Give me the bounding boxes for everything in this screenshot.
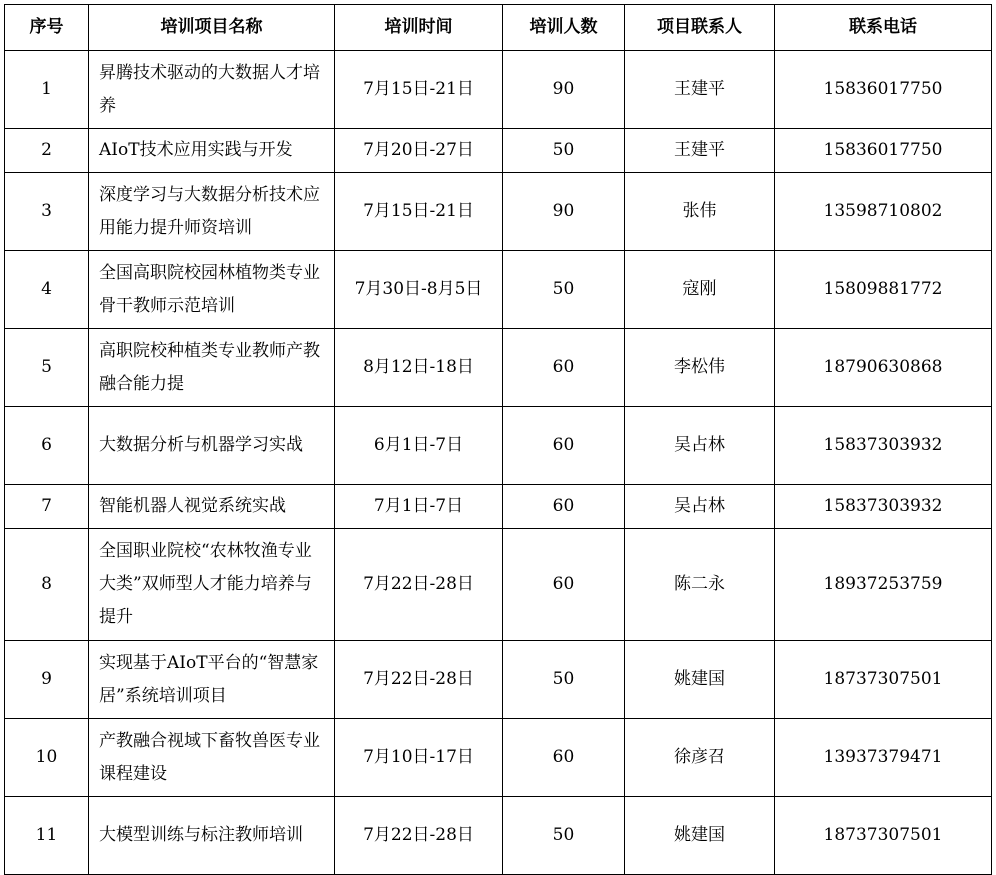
cell-count: 60 bbox=[503, 485, 625, 529]
cell-count: 50 bbox=[503, 251, 625, 329]
table-row bbox=[5, 641, 992, 719]
cell-no: 8 bbox=[5, 529, 89, 641]
table-header bbox=[5, 5, 992, 51]
cell-name: 大数据分析与机器学习实战 bbox=[89, 407, 335, 485]
cell-contact: 张伟 bbox=[625, 173, 775, 251]
cell-count: 50 bbox=[503, 641, 625, 719]
cell-name: 智能机器人视觉系统实战 bbox=[89, 485, 335, 529]
table-body bbox=[5, 51, 992, 875]
training-projects-table bbox=[4, 4, 992, 875]
cell-phone: 15809881772 bbox=[775, 251, 992, 329]
cell-no: 4 bbox=[5, 251, 89, 329]
cell-contact: 姚建国 bbox=[625, 641, 775, 719]
cell-time: 7月30日-8月5日 bbox=[335, 251, 503, 329]
cell-name: 昇腾技术驱动的大数据人才培养 bbox=[89, 51, 335, 129]
cell-name: 深度学习与大数据分析技术应用能力提升师资培训 bbox=[89, 173, 335, 251]
table-row bbox=[5, 129, 992, 173]
table-row bbox=[5, 719, 992, 797]
cell-count: 60 bbox=[503, 529, 625, 641]
header-phone: 联系电话 bbox=[775, 5, 992, 51]
cell-time: 8月12日-18日 bbox=[335, 329, 503, 407]
cell-contact: 李松伟 bbox=[625, 329, 775, 407]
cell-no: 10 bbox=[5, 719, 89, 797]
header-row bbox=[5, 5, 992, 51]
cell-contact: 王建平 bbox=[625, 129, 775, 173]
cell-no: 5 bbox=[5, 329, 89, 407]
table-row bbox=[5, 407, 992, 485]
cell-count: 60 bbox=[503, 329, 625, 407]
cell-contact: 王建平 bbox=[625, 51, 775, 129]
cell-no: 7 bbox=[5, 485, 89, 529]
cell-phone: 18737307501 bbox=[775, 797, 992, 875]
table-row bbox=[5, 529, 992, 641]
cell-name: 全国高职院校园林植物类专业骨干教师示范培训 bbox=[89, 251, 335, 329]
table-row bbox=[5, 329, 992, 407]
cell-phone: 15836017750 bbox=[775, 51, 992, 129]
cell-contact: 吴占林 bbox=[625, 485, 775, 529]
header-name: 培训项目名称 bbox=[89, 5, 335, 51]
cell-time: 7月10日-17日 bbox=[335, 719, 503, 797]
cell-count: 50 bbox=[503, 797, 625, 875]
cell-count: 60 bbox=[503, 719, 625, 797]
cell-time: 7月1日-7日 bbox=[335, 485, 503, 529]
cell-no: 6 bbox=[5, 407, 89, 485]
cell-phone: 18737307501 bbox=[775, 641, 992, 719]
cell-time: 7月15日-21日 bbox=[335, 173, 503, 251]
table-row bbox=[5, 51, 992, 129]
cell-time: 7月22日-28日 bbox=[335, 797, 503, 875]
cell-time: 7月22日-28日 bbox=[335, 529, 503, 641]
header-no: 序号 bbox=[5, 5, 89, 51]
cell-name: 全国职业院校“农林牧渔专业大类”双师型人才能力培养与提升 bbox=[89, 529, 335, 641]
cell-phone: 15837303932 bbox=[775, 407, 992, 485]
cell-time: 7月15日-21日 bbox=[335, 51, 503, 129]
table-row bbox=[5, 173, 992, 251]
cell-contact: 寇刚 bbox=[625, 251, 775, 329]
cell-phone: 13598710802 bbox=[775, 173, 992, 251]
header-count: 培训人数 bbox=[503, 5, 625, 51]
cell-no: 9 bbox=[5, 641, 89, 719]
table-row bbox=[5, 251, 992, 329]
cell-contact: 陈二永 bbox=[625, 529, 775, 641]
cell-count: 50 bbox=[503, 129, 625, 173]
cell-phone: 18790630868 bbox=[775, 329, 992, 407]
cell-count: 60 bbox=[503, 407, 625, 485]
cell-contact: 徐彦召 bbox=[625, 719, 775, 797]
cell-phone: 18937253759 bbox=[775, 529, 992, 641]
cell-no: 3 bbox=[5, 173, 89, 251]
table-row bbox=[5, 797, 992, 875]
cell-name: 实现基于AIoT平台的“智慧家居”系统培训项目 bbox=[89, 641, 335, 719]
cell-no: 2 bbox=[5, 129, 89, 173]
cell-time: 7月22日-28日 bbox=[335, 641, 503, 719]
cell-no: 11 bbox=[5, 797, 89, 875]
cell-name: 高职院校种植类专业教师产教融合能力提 bbox=[89, 329, 335, 407]
cell-contact: 姚建国 bbox=[625, 797, 775, 875]
cell-phone: 13937379471 bbox=[775, 719, 992, 797]
cell-phone: 15836017750 bbox=[775, 129, 992, 173]
cell-name: 产教融合视域下畜牧兽医专业课程建设 bbox=[89, 719, 335, 797]
cell-name: 大模型训练与标注教师培训 bbox=[89, 797, 335, 875]
cell-name: AIoT技术应用实践与开发 bbox=[89, 129, 335, 173]
cell-count: 90 bbox=[503, 51, 625, 129]
header-contact: 项目联系人 bbox=[625, 5, 775, 51]
cell-time: 6月1日-7日 bbox=[335, 407, 503, 485]
table-row bbox=[5, 485, 992, 529]
cell-no: 1 bbox=[5, 51, 89, 129]
cell-count: 90 bbox=[503, 173, 625, 251]
cell-contact: 吴占林 bbox=[625, 407, 775, 485]
header-time: 培训时间 bbox=[335, 5, 503, 51]
cell-phone: 15837303932 bbox=[775, 485, 992, 529]
cell-time: 7月20日-27日 bbox=[335, 129, 503, 173]
